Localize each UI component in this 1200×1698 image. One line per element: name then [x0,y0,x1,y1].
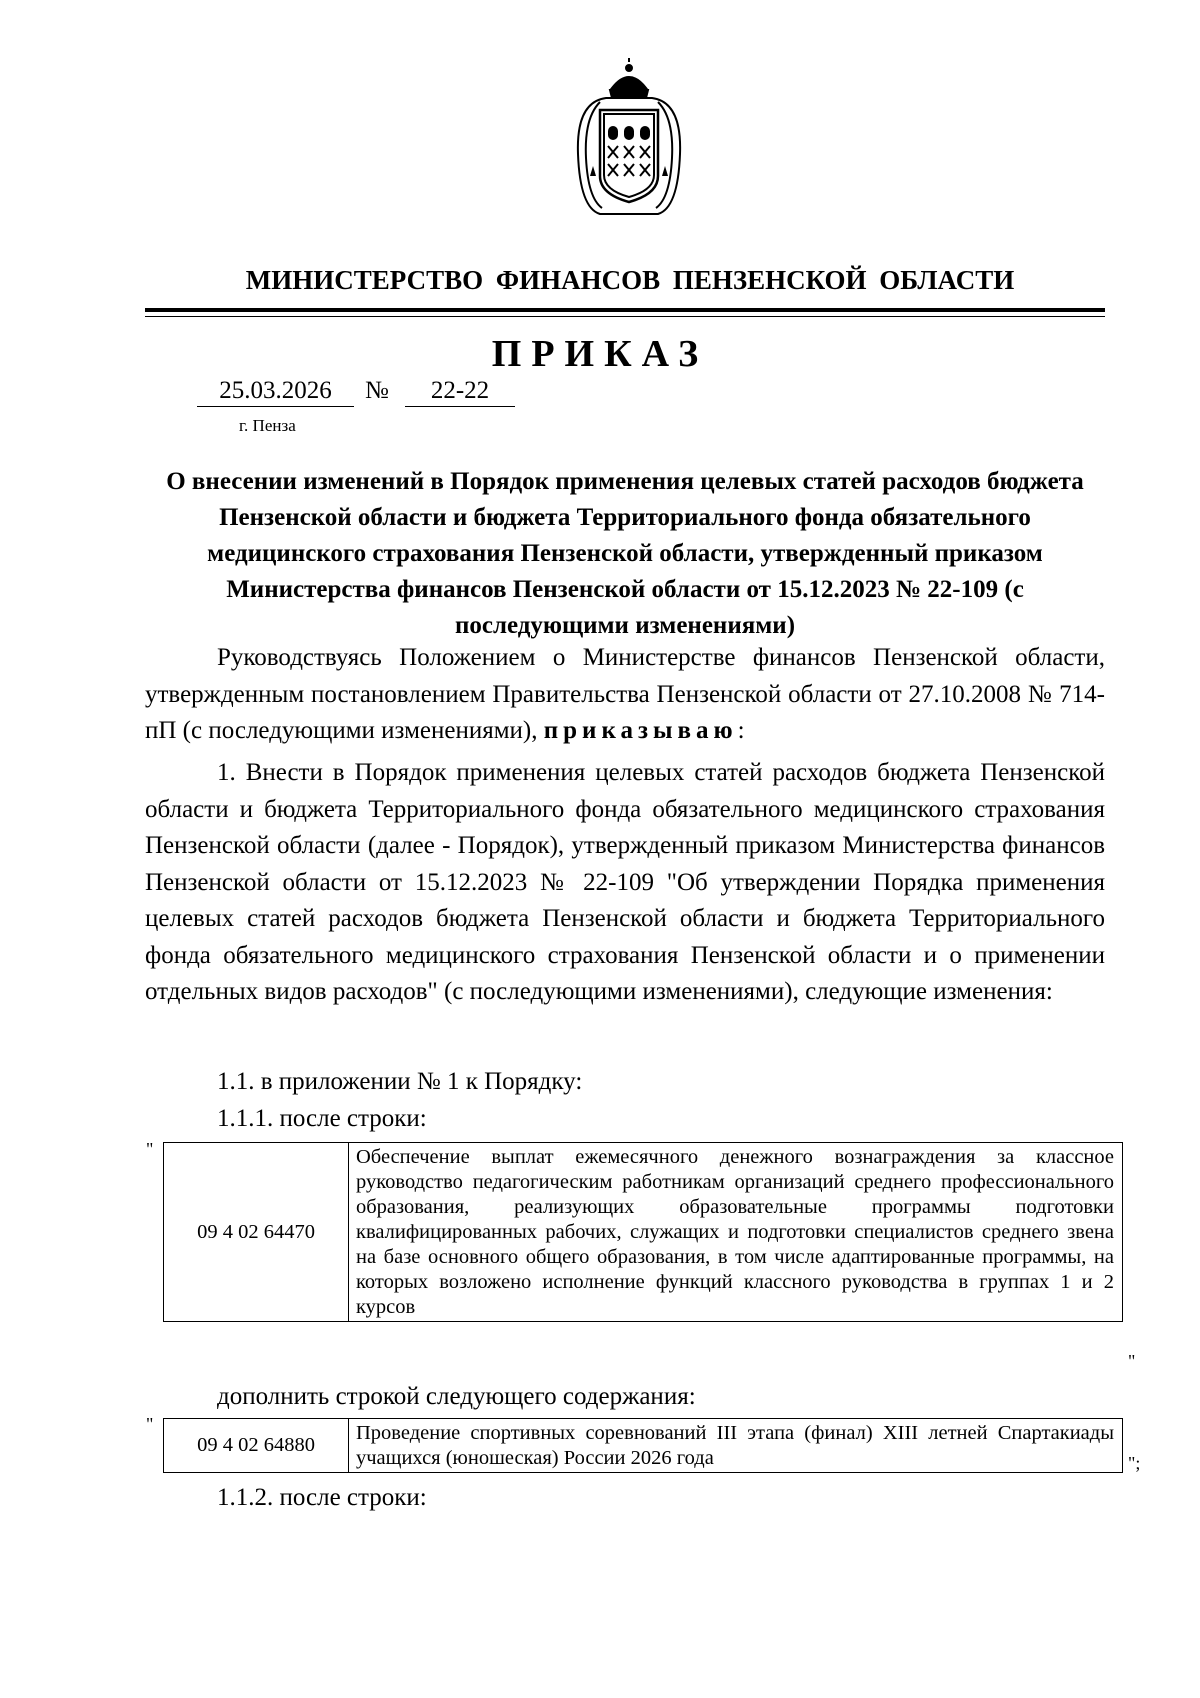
table-row [164,1419,1123,1473]
order-number: 22-22 [405,376,515,407]
after-row-code: 09 4 02 64470 [164,1143,349,1322]
new-row-text: Проведение спортивных соревнований III этапа (финал) XIII летней Спартакиады учащихся (юношеская) России 2026 года [349,1419,1123,1473]
document-title: О внесении изменений в Порядок применения целевых статей расходов бюджета Пензенской области и бюджета Территориального фонда обязательного медицинского страхования Пензенской области, утвержденный приказом Министерства финансов Пензенской области от 15.12.2023 № 22-109 (с последующими изменениями) [166,468,1084,639]
order-word: приказываю [543,717,738,744]
after-row-text: Обеспечение выплат ежемесячного денежного вознаграждения за классное руководство педагогическим работникам организаций среднего профессионального образования, реализующих образовательные программы подготовки квалифицированных рабочих, служащих и подготовки специалистов среднего звена на базе основного общего образования, в том числе адаптированные программы, на которых возложено исполнение функций классного руководства в группах 1 и 2 курсов [349,1143,1123,1322]
header-rule-thick [145,308,1105,312]
supplement-text: дополнить строкой следующего содержания: [217,1383,696,1410]
item-1-1-2: 1.1.2. после строки: [217,1484,427,1511]
new-row-code: 09 4 02 64880 [164,1419,349,1473]
header-rule-thin [145,316,1105,317]
preamble-text: Руководствуясь Положением о Министерстве финансов Пензенской области, утвержденным постановлением Правительства Пензенской области от 27.10.2008 № 714-пП (с последующими изменениями), [145,644,1105,744]
close-quote-2: "; [1128,1453,1141,1473]
city: г. Пенза [239,416,296,435]
open-quote-2: " [146,1414,154,1434]
number-sign: № [365,377,389,404]
ministry-name: МИНИСТЕРСТВО ФИНАНСОВ ПЕНЗЕНСКОЙ ОБЛАСТИ [245,265,1015,295]
preamble-paragraph [145,640,1105,750]
order-date: 25.03.2026 [197,376,354,407]
item-1-1: 1.1. в приложении № 1 к Порядку: [217,1068,583,1095]
open-quote-1: " [146,1139,154,1159]
item-1-1-1: 1.1.1. после строки: [217,1105,427,1132]
order-colon: : [737,717,745,744]
document-type: ПРИКАЗ [491,333,709,375]
table-row [164,1143,1123,1322]
new-row-table [163,1418,1123,1473]
after-row-table [163,1142,1123,1322]
close-quote-1: " [1128,1351,1136,1371]
coat-of-arms-icon [570,58,688,218]
item-1-paragraph: 1. Внести в Порядок применения целевых статей расходов бюджета Пензенской области и бюджета Территориального фонда обязательного медицинского страхования Пензенской области (далее - Порядок), утвержденный приказом Министерства финансов Пензенской области от 15.12.2023 № 22-109 "Об утверждении Порядка применения целевых статей расходов бюджета Пензенской области и бюджета Территориального фонда обязательного медицинского страхования Пензенской области и о применении отдельных видов расходов" (с последующими изменениями), следующие изменения: [145,759,1105,1005]
